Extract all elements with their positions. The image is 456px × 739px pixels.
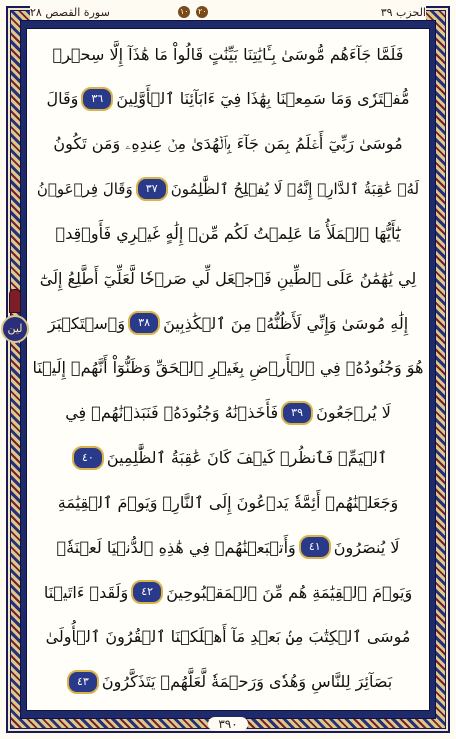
verse-lines: [32, 32, 424, 704]
ornament-tower: [9, 289, 21, 313]
ayah-number-marker: ٣٧: [136, 177, 168, 201]
ayah-number-marker: ٤٠: [72, 446, 104, 470]
ayah-number-marker: ٤١: [299, 535, 331, 559]
page-footer: [0, 715, 456, 733]
juz-mark-1: ١٠: [179, 7, 189, 16]
verse-text: هُوَ وَجُنُودُهُۥ فِي ٱلۡأَرۡضِ بِغَيۡرِ ٱلۡحَقِّ وَظَنُّوٓاْ أَنَّهُمۡ إِلَيۡنَا: [32, 358, 424, 378]
verse-text: مُوسَىٰ رَبِّيٓ أَعۡلَمُ بِمَن جَآءَ بِٱلۡهُدَىٰ مِنۡ عِندِهِۦ وَمَن تَكُونُ: [53, 133, 403, 153]
side-ornament: [0, 286, 30, 346]
verse-line: [32, 256, 424, 300]
juz-mark-2: ٢٠: [197, 7, 207, 16]
verse-text-continued: وَقَالَ فِرۡعَوۡنُ: [36, 179, 133, 198]
verse-text: فَلَمَّا جَآءَهُم مُّوسَىٰ بِـَٔايَٰتِنَا بَيِّنَٰتٍ قَالُواْ مَا هَٰذَآ إِلَّا سِحۡرٞ: [52, 44, 404, 64]
verse-line: [32, 122, 424, 166]
ayah-number-marker: ٣٩: [281, 401, 313, 425]
verse-text-continued: وَأَتۡبَعۡنَٰهُمۡ فِي هَٰذِهِ ٱلدُّنۡيَا لَعۡنَةٗۖ: [56, 537, 296, 557]
verse-text: وَيَوۡمَ ٱلۡقِيَٰمَةِ هُم مِّنَ ٱلۡمَقۡبُوحِينَ: [166, 582, 413, 602]
verse-text: إِلَٰهِ مُوسَىٰ وَإِنِّي لَأَظُنُّهُۥ مِنَ ٱلۡكَٰذِبِينَ: [163, 313, 409, 333]
verse-text: لَا يُرۡجَعُونَ: [316, 403, 391, 423]
ayah-number-marker: ٤٢: [131, 580, 163, 604]
verse-line: [32, 32, 424, 76]
verse-line: [32, 211, 424, 255]
verse-line: [32, 480, 424, 524]
verse-text: لَهُۥ عَٰقِبَةُ ٱلدَّارِۖ إِنَّهُۥ لَا يُفۡلِحُ ٱلظَّٰلِمُونَ: [170, 179, 420, 198]
verse-text: لِي يَٰهَٰمَٰنُ عَلَى ٱلطِّينِ فَٱجۡعَل لِّي صَرۡحٗا لَّعَلِّيٓ أَطَّلِعُ إِلَىٰٓ: [39, 268, 417, 288]
verse-line: [32, 167, 424, 211]
verse-line: [32, 436, 424, 480]
verse-line: [32, 77, 424, 121]
verse-text-continued: وَقَالَ: [46, 89, 79, 109]
verse-text: مُوسَى ٱلۡكِتَٰبَ مِنۢ بَعۡدِ مَآ أَهۡلَكۡنَا ٱلۡقُرُونَ ٱلۡأُولَىٰ: [45, 627, 411, 647]
verse-line: [32, 615, 424, 659]
juz-marks: [178, 6, 208, 18]
ayah-number-marker: ٣٦: [81, 87, 113, 111]
verse-text-continued: وَلَقَدۡ ءَاتَيۡنَا: [43, 582, 129, 602]
verse-text: يَٰٓأَيُّهَا ٱلۡمَلَأُ مَا عَلِمۡتُ لَكُم مِّنۡ إِلَٰهٍ غَيۡرِي فَأَوۡقِدۡ: [55, 223, 401, 243]
verse-text: بَصَآئِرَ لِلنَّاسِ وَهُدٗى وَرَحۡمَةٗ لَّعَلَّهُمۡ يَتَذَكَّرُونَ: [101, 672, 393, 692]
verse-line: [32, 391, 424, 435]
page-header: [30, 4, 426, 20]
verse-line: [32, 570, 424, 614]
ayah-number-marker: ٤٣: [67, 670, 99, 694]
verse-line: [32, 301, 424, 345]
verse-line: [32, 660, 424, 704]
verse-text: ٱلۡيَمِّۖ فَٱنظُرۡ كَيۡفَ كَانَ عَٰقِبَةُ ٱلظَّٰلِمِينَ: [106, 448, 388, 468]
hizb-label: الحزب ٣٩: [380, 5, 426, 19]
verse-text: مُّفۡتَرٗى وَمَا سَمِعۡنَا بِهَٰذَا فِيٓ ءَابَآئِنَا ٱلۡأَوَّلِينَ: [116, 89, 410, 109]
verse-text: لَا يُنصَرُونَ: [333, 537, 400, 557]
surah-name: سورة القصص ٢٨: [30, 5, 110, 19]
verse-text: وَجَعَلۡنَٰهُمۡ أَئِمَّةٗ يَدۡعُونَ إِلَى ٱلنَّارِۖ وَيَوۡمَ ٱلۡقِيَٰمَةِ: [57, 492, 399, 512]
page-number: ٣٩٠: [208, 717, 247, 731]
ayah-number-marker: ٣٨: [128, 311, 160, 335]
verse-line: [32, 346, 424, 390]
verse-text-continued: فَأَخَذۡنَٰهُ وَجُنُودَهُۥ فَنَبَذۡنَٰهُمۡ فِي: [65, 403, 279, 423]
verse-line: [32, 525, 424, 569]
verse-text-continued: وَٱسۡتَكۡبَرَ: [47, 313, 126, 333]
side-label: لين: [1, 315, 29, 343]
